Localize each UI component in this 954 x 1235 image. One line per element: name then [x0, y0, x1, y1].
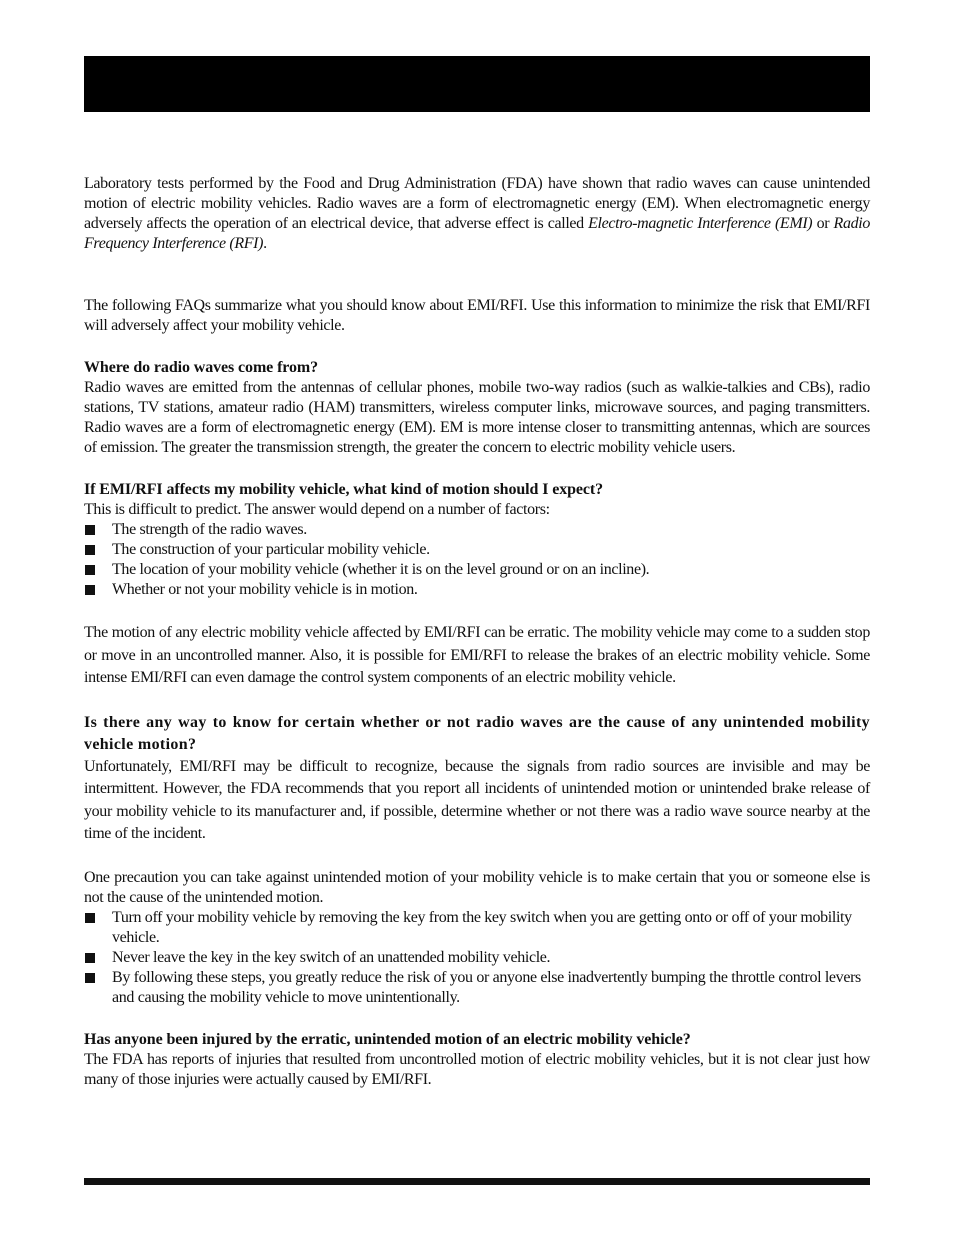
list-item-text: Never leave the key in the key switch of an unattended mobility vehicle.	[112, 948, 551, 966]
list-item-text: Turn off your mobility vehicle by removing the key from the key switch when you are getting onto or off of your mobility vehicle.	[112, 908, 852, 946]
faq-question-injuries: Has anyone been injured by the erratic, unintended motion of an electric mobility vehicle?	[84, 1030, 691, 1048]
list-item-text: The location of your mobility vehicle (whether it is on the level ground or on an incline).	[112, 561, 650, 578]
list-item	[84, 948, 870, 968]
term-rfi: Radio Frequency Interference (RFI)	[84, 215, 870, 252]
square-bullet-icon	[85, 565, 95, 575]
intro-paragraph	[84, 174, 870, 254]
precaution-paragraph: One precaution you can take against unintended motion of your mobility vehicle is to make certain that you or someone else is not the cause of the unintended motion.	[84, 868, 870, 906]
list-item-text: Whether or not your mobility vehicle is in motion.	[112, 581, 418, 598]
term-emi: Electro-magnetic Interference (EMI)	[588, 215, 813, 232]
factors-list	[84, 520, 870, 600]
square-bullet-icon	[85, 913, 95, 923]
intro-or: or	[812, 215, 834, 232]
faq-answer-certainty: Unfortunately, EMI/RFI may be difficult to recognize, because the signals from radio sources are invisible and may be intermittent. However, the FDA recommends that you report all incidents of unintended motion or unintended brake release of your mobility vehicle to its manufacturer and, if possible, determine whether or not there was a radio wave source nearby at the time of the incident.	[84, 757, 870, 842]
list-item-text: The strength of the radio waves.	[112, 521, 307, 538]
list-item	[84, 540, 870, 560]
faq-question-certainty: Is there any way to know for certain whether or not radio waves are the cause of any unintended mobility vehicle motion?	[84, 713, 870, 753]
square-bullet-icon	[85, 585, 95, 595]
square-bullet-icon	[85, 525, 95, 535]
page-content	[84, 174, 870, 1090]
square-bullet-icon	[85, 953, 95, 963]
square-bullet-icon	[85, 545, 95, 555]
faq-answer-injuries: The FDA has reports of injuries that resulted from uncontrolled motion of electric mobility vehicles, but it is not clear just how many of those injuries were actually caused by EMI/RFI.	[84, 1050, 870, 1088]
list-item-text: By following these steps, you greatly reduce the risk of you or anyone else inadvertently bumping the throttle control levers and causing the mobility vehicle to move unintentionally.	[112, 968, 861, 1006]
list-item	[84, 580, 870, 600]
faq-answer-radio-sources: Radio waves are emitted from the antennas of cellular phones, mobile two-way radios (such as walkie-talkies and CBs), radio stations, TV stations, amateur radio (HAM) transmitters, wireless computer links, microwave sources, and paging transmitters. Radio waves are a form of electromagnetic energy (EM). EM is more intense closer to transmitting antennas, which are sources of emission. The greater the transmission strength, the greater the concern to electric mobility vehicle users.	[84, 379, 870, 456]
intro-text: Laboratory tests performed by the Food and Drug Administration (FDA) have shown that radio waves can cause unintended motion of electric mobility vehicles. Radio waves are a form of electromagnetic energy (EM). When electromagnetic energy adversely affects the operation of an electrical device, that adverse effect is called	[84, 175, 870, 232]
list-item	[84, 520, 870, 540]
faq-answer-motion-intro: This is difficult to predict. The answer would depend on a number of factors:	[84, 501, 550, 518]
square-bullet-icon	[85, 973, 95, 983]
intro-end: .	[263, 235, 267, 252]
faq-question-radio-sources: Where do radio waves come from?	[84, 359, 319, 376]
faq-question-motion: If EMI/RFI affects my mobility vehicle, what kind of motion should I expect?	[84, 481, 604, 498]
list-item	[84, 560, 870, 580]
header-bar	[84, 56, 870, 112]
list-item-text: The construction of your particular mobility vehicle.	[112, 541, 430, 558]
motion-paragraph: The motion of any electric mobility vehicle affected by EMI/RFI can be erratic. The mobility vehicle may come to a sudden stop or move in an uncontrolled manner. Also, it is possible for EMI/RFI to release the brakes of an electric mobility vehicle. Some intense EMI/RFI can even damage the control system components of an electric mobility vehicle.	[84, 624, 870, 686]
list-item	[84, 968, 870, 1008]
summary-paragraph: The following FAQs summarize what you should know about EMI/RFI. Use this information to minimize the risk that EMI/RFI will adversely affect your mobility vehicle.	[84, 297, 870, 334]
list-item	[84, 908, 870, 948]
precautions-list	[84, 908, 870, 1008]
footer-rule	[84, 1178, 870, 1185]
